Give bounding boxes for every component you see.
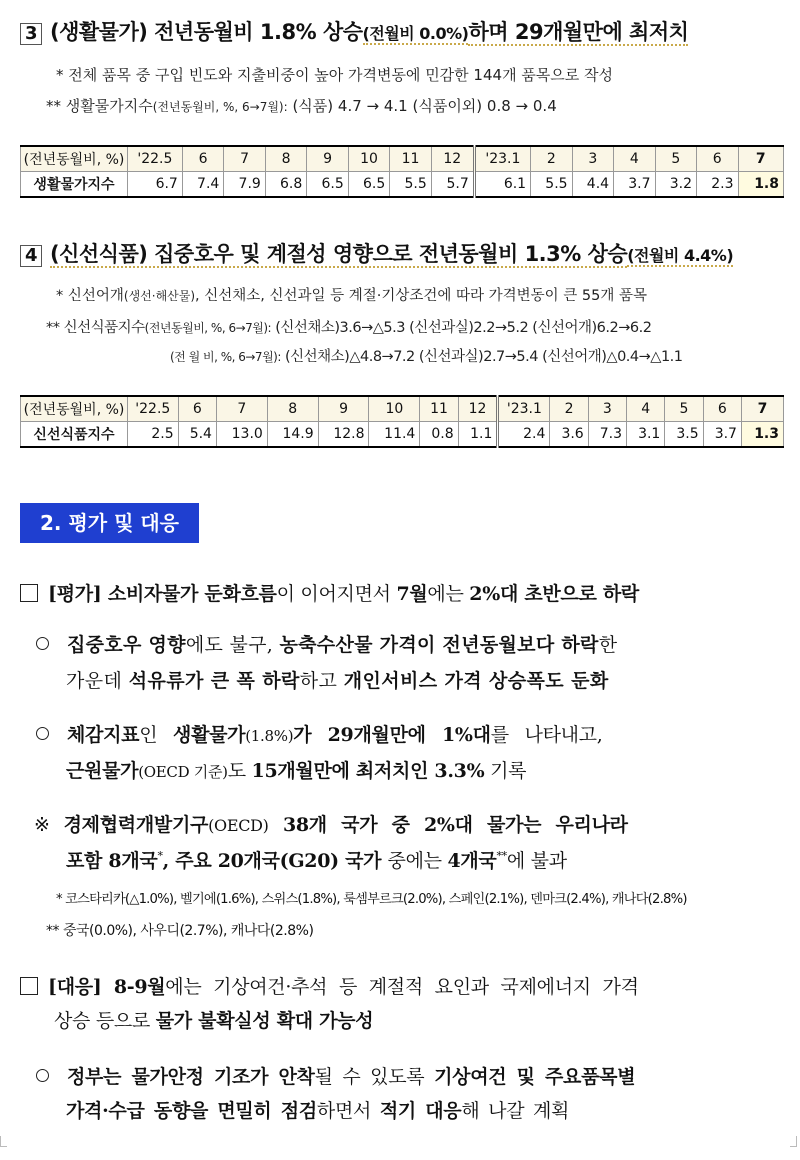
eval-l1-d: 7월 [396, 583, 428, 605]
table2-cell: 2.5 [128, 422, 179, 448]
table1-header-cell: '23.1 [474, 146, 530, 172]
b2-l2-a: 근원물가 [66, 760, 139, 782]
table1-cell: 4.4 [572, 172, 613, 198]
table2-cell: 3.5 [665, 422, 703, 448]
table2-cell: 14.9 [267, 422, 318, 448]
table1-cell: 3.7 [614, 172, 655, 198]
s4-note3-b: (신선채소)△4.8→7.2 (신선과실)2.7→5.4 (신선어개)△0.4→△1.1 [285, 349, 683, 365]
note2-label: ** 생활물가지수 [46, 97, 153, 115]
table1-header-row [21, 146, 784, 172]
response-bullet-line1 [36, 1062, 635, 1089]
table1-header-cell: 5 [655, 146, 696, 172]
note2-values: (식품) 4.7 → 4.1 (식품이외) 0.8 → 0.4 [292, 97, 557, 115]
checkbox-square-icon [20, 977, 38, 995]
table2-cell: 3.6 [550, 422, 588, 448]
section2-banner: 2. 평가 및 대응 [20, 503, 199, 543]
b2-l1-e: 가 29개월만에 1%대 [293, 724, 491, 746]
b2-l1-a: 체감지표 [67, 724, 140, 746]
eval-bullet2-line1 [36, 720, 602, 747]
table2-cell: 2.4 [498, 422, 550, 448]
s4-note2-b: (전년동월비, %, 6→7월): [144, 321, 272, 335]
section4-number: 4 [20, 245, 42, 267]
table2-header-cell: '22.5 [128, 396, 179, 422]
table1-header-cell: 7 [224, 146, 265, 172]
table2-header-row [21, 396, 784, 422]
r-b1-l2-b: 하면서 [316, 1100, 380, 1122]
table1-header-cell: 7 [738, 146, 784, 172]
section3-number: 3 [20, 23, 42, 45]
s4-note2-a: ** 신선식품지수 [46, 320, 145, 336]
table2-cell: 11.4 [369, 422, 420, 448]
table1-cell: 7.4 [182, 172, 223, 198]
s4-note1-b: (생선·해산물) [123, 289, 196, 303]
b1-l2-c: 하고 [299, 670, 344, 692]
eval-tag: [평가] [48, 583, 102, 605]
table1-header-cell: 6 [697, 146, 738, 172]
ref-l2-b: , 주요 20개국(G20) 국가 [162, 850, 388, 872]
section4-title-mom: (전월비 4.4%) [627, 246, 734, 265]
b2-l1-d: (1.8%) [245, 727, 294, 745]
section4-heading [20, 238, 733, 268]
table2-cell: 1.3 [741, 422, 783, 448]
table2-header-cell: 7 [216, 396, 267, 422]
response-l2-b: 물가 불확실성 확대 가능성 [155, 1010, 374, 1032]
circle-bullet-icon [36, 637, 49, 650]
table1-header-cell: (전년동월비, %) [21, 146, 128, 172]
eval-l1-b: 소비자물가 둔화흐름 [101, 583, 277, 605]
r-b1-l1-b: 될 수 있도록 [314, 1066, 435, 1088]
table2-cell: 7.3 [588, 422, 626, 448]
b1-l2-b: 석유류가 큰 폭 하락 [128, 670, 300, 692]
table1-header-cell: 3 [572, 146, 613, 172]
ref-l1-c: 38개 국가 중 2%대 물가는 우리나라 [268, 814, 628, 836]
table1-data-row [21, 172, 784, 198]
eval-reference-line2 [66, 846, 567, 873]
table2-header-cell: 11 [420, 396, 458, 422]
section3-note2 [46, 95, 557, 116]
response-l1-b: 8-9월 [101, 976, 166, 998]
b2-l2-e: 기록 [484, 760, 527, 782]
b2-l2-d: 15개월만에 최저치인 3.3% [251, 760, 485, 782]
table2-header-cell: 3 [588, 396, 626, 422]
section4-note1 [56, 284, 647, 305]
eval-bullet1-line2 [66, 666, 609, 693]
table1-header-cell: 8 [265, 146, 306, 172]
page-corner-mark [0, 1136, 7, 1147]
page-corner-mark [790, 1136, 797, 1147]
section4-note3 [170, 345, 683, 366]
table1-header-cell: 11 [390, 146, 431, 172]
response-l2-a: 상승 등으로 [54, 1010, 156, 1032]
response-line2 [54, 1006, 373, 1033]
section3-title-tail: 하며 29개월만에 최저치 [468, 20, 689, 44]
b1-l1-d: 한 [598, 634, 618, 656]
section4-title-main: (신선식품) 집중호우 및 계절성 영향으로 전년동월비 1.3% 상승 [50, 242, 628, 266]
response-l1-c: 에는 기상여건·추석 등 계절적 요인과 국제에너지 가격 [165, 976, 639, 998]
table1-header-cell: '22.5 [128, 146, 183, 172]
table1-cell: 6.8 [265, 172, 306, 198]
table1-header-cell: 9 [307, 146, 348, 172]
table1-row-label: 생활물가지수 [21, 172, 128, 198]
table1-cell: 6.1 [474, 172, 530, 198]
table2-header-cell: 6 [703, 396, 741, 422]
ref-l2-sup2: ** [496, 849, 507, 863]
table2-cell: 1.1 [458, 422, 498, 448]
b2-l2-b: (OECD 기준) [138, 763, 228, 781]
table1-header-cell: 10 [348, 146, 389, 172]
eval-l1-f: 2%대 초반으로 하락 [469, 583, 639, 605]
eval-heading [20, 579, 639, 606]
table2-cell: 3.7 [703, 422, 741, 448]
table2-cell: 0.8 [420, 422, 458, 448]
r-b1-l2-d: 해 나갈 계획 [461, 1100, 570, 1122]
table1-cell: 7.9 [224, 172, 265, 198]
note2-unit: (전년동월비, %, 6→7월): [152, 100, 288, 114]
table2-cell: 5.4 [178, 422, 216, 448]
b2-l1-f: 를 나타내고, [490, 724, 603, 746]
table2-header-cell: 6 [178, 396, 216, 422]
s4-note3-a: (전 월 비, %, 6→7월): [170, 350, 281, 364]
circle-bullet-icon [36, 727, 49, 740]
table2-cell: 12.8 [318, 422, 369, 448]
table2-header-cell: 9 [318, 396, 369, 422]
section3-title-mom: (전월비 0.0%) [362, 24, 469, 43]
ref-l2-c: 중에는 [387, 850, 448, 872]
table1-header-cell: 6 [182, 146, 223, 172]
b1-l1-b: 에도 불구, [185, 634, 280, 656]
ref-l2-sup1: * [157, 849, 163, 863]
section3-title-main: (생활물가) 전년동월비 1.8% 상승 [50, 20, 363, 44]
s4-note2-c: (신선채소)3.6→△5.3 (신선과실)2.2→5.2 (신선어개)6.2→6.2 [275, 320, 652, 336]
table1-cell: 2.3 [697, 172, 738, 198]
table2-cell: 13.0 [216, 422, 267, 448]
eval-bullet1-line1 [36, 630, 617, 657]
table2-header-cell: 10 [369, 396, 420, 422]
table2-header-cell: 4 [627, 396, 665, 422]
table2-row-label: 신선식품지수 [21, 422, 128, 448]
table1-cell: 6.5 [348, 172, 389, 198]
section3-note1: * 전체 품목 중 구입 빈도와 지출비중이 높아 가격변동에 민감한 144개 품목으로 작성 [56, 66, 614, 84]
eval-reference-line1 [34, 810, 628, 837]
ref-l2-a: 포함 8개국 [66, 850, 158, 872]
table1-header-cell: 4 [614, 146, 655, 172]
ref-l2-e: 에 불과 [506, 850, 567, 872]
living-cost-index-table [20, 145, 784, 198]
table1-cell: 3.2 [655, 172, 696, 198]
section3-heading [20, 16, 688, 46]
eval-footnote1: * 코스타리카(△1.0%), 벨기에(1.6%), 스위스(1.8%), 룩셈부르크(2.0%), 스페인(2.1%), 덴마크(2.4%), 캐나다(2.8%) [56, 892, 687, 907]
table1-cell: 5.5 [390, 172, 431, 198]
response-line1 [20, 972, 639, 999]
r-b1-l2-a: 가격·수급 동향을 면밀히 점검 [66, 1100, 317, 1122]
response-tag: [대응] [48, 976, 102, 998]
table1-header-cell: 12 [431, 146, 474, 172]
b1-l2-d: 개인서비스 가격 상승폭도 둔화 [343, 670, 609, 692]
b1-l1-c: 농축수산물 가격이 전년동월보다 하락 [279, 634, 599, 656]
eval-footnote2: ** 중국(0.0%), 사우디(2.7%), 캐나다(2.8%) [46, 923, 314, 939]
table1-cell: 5.7 [431, 172, 474, 198]
table2-header-cell: 8 [267, 396, 318, 422]
table2-cell: 3.1 [627, 422, 665, 448]
reference-mark-icon: ※ [34, 814, 50, 836]
table2-header-cell: 5 [665, 396, 703, 422]
ref-l1-a: 경제협력개발기구 [63, 814, 209, 836]
table1-cell: 5.5 [531, 172, 572, 198]
table2-header-cell: (전년동월비, %) [21, 396, 128, 422]
b1-l2-a: 가운데 [66, 670, 129, 692]
section4-note2 [46, 316, 651, 337]
checkbox-square-icon [20, 584, 38, 602]
table2-header-cell: 7 [741, 396, 783, 422]
r-b1-l1-a: 정부는 물가안정 기조가 안착 [67, 1066, 315, 1088]
circle-bullet-icon [36, 1069, 49, 1082]
eval-l1-e: 에는 [427, 583, 470, 605]
table2-header-cell: 12 [458, 396, 498, 422]
ref-l1-b: (OECD) [208, 816, 269, 835]
response-bullet-line2 [66, 1096, 569, 1123]
table1-cell: 1.8 [738, 172, 784, 198]
b2-l2-c: 도 [227, 760, 252, 782]
s4-note1-c: , 신선채소, 신선과일 등 계절·기상조건에 따라 가격변동이 큰 55개 품목 [195, 288, 647, 304]
b2-l1-b: 인 [139, 724, 174, 746]
table2-header-cell: '23.1 [498, 396, 550, 422]
b1-l1-a: 집중호우 영향 [67, 634, 186, 656]
r-b1-l1-c: 기상여건 및 주요품목별 [434, 1066, 636, 1088]
fresh-food-index-table [20, 395, 784, 448]
b2-l1-c: 생활물가 [173, 724, 246, 746]
table1-cell: 6.7 [128, 172, 183, 198]
eval-l1-c: 이 이어지면서 [276, 583, 397, 605]
table2-header-cell: 2 [550, 396, 588, 422]
table1-cell: 6.5 [307, 172, 348, 198]
table2-data-row [21, 422, 784, 448]
eval-bullet2-line2 [66, 756, 526, 783]
r-b1-l2-c: 적기 대응 [379, 1100, 462, 1122]
ref-l2-d: 4개국 [447, 850, 497, 872]
s4-note1-a: * 신선어개 [56, 288, 124, 304]
table1-header-cell: 2 [531, 146, 572, 172]
